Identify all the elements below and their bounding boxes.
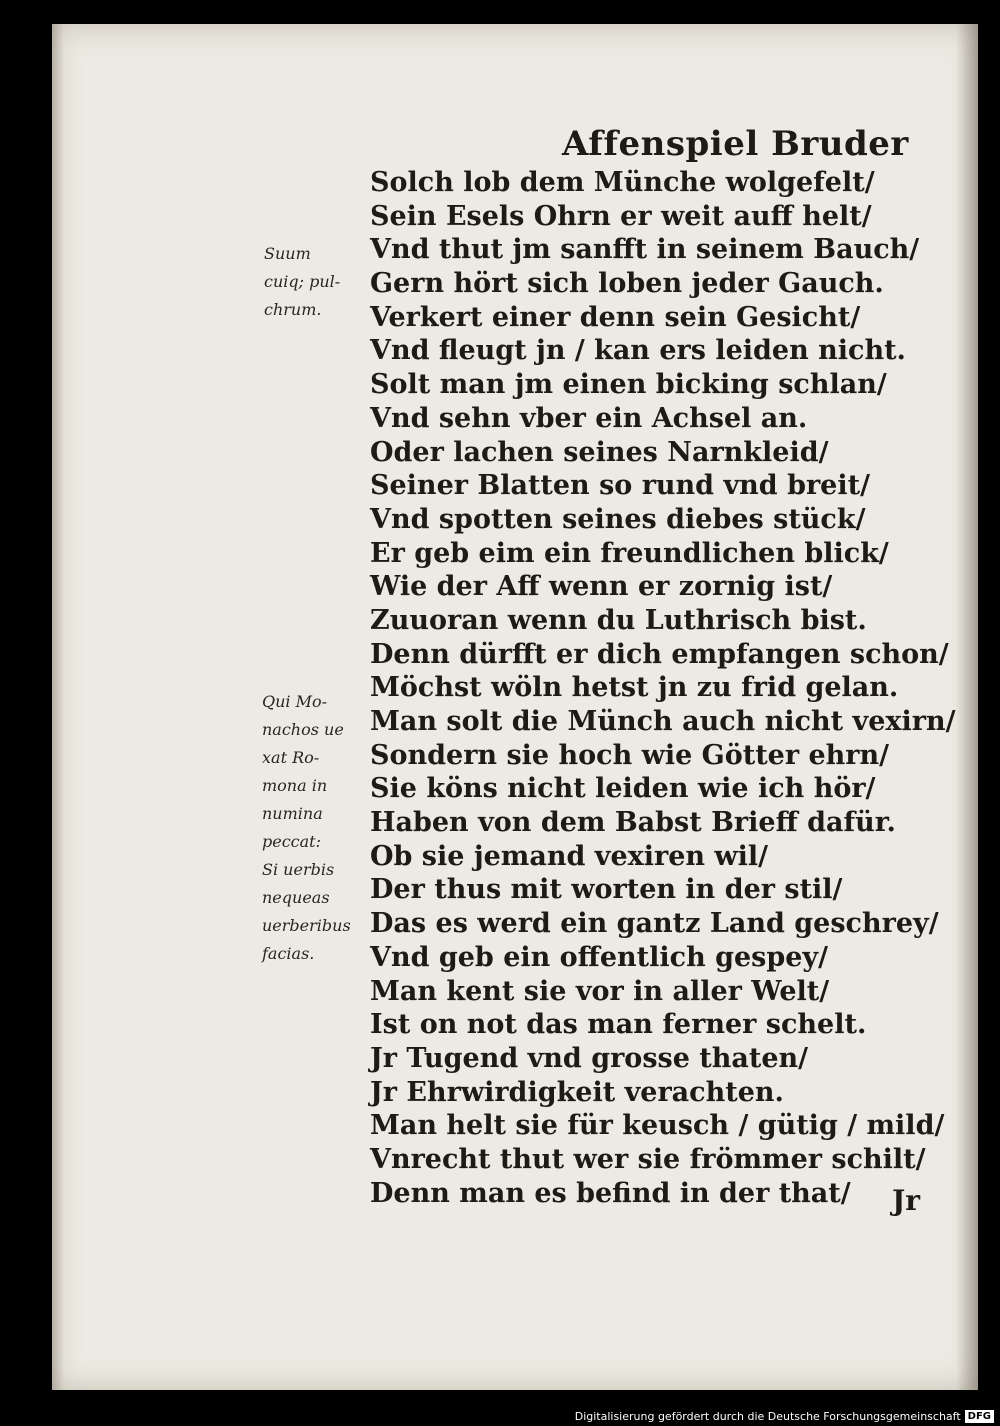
verse-line: Man helt sie für keusch / gütig / mild/ [370, 1110, 945, 1142]
verse-line: Sondern sie hoch wie Götter ehrn/ [370, 739, 890, 771]
funding-footer [575, 1410, 994, 1423]
marginal-line: numina [262, 804, 323, 823]
verse-line: Seiner Blatten so rund vnd breit/ [370, 470, 870, 502]
verse-line: Haben von dem Babst Brieff dafür. [370, 807, 896, 839]
marginal-line: peccat: [262, 832, 321, 851]
marginal-line: Si uerbis [262, 860, 335, 879]
verse-line: Wie der Aff wenn er zornig ist/ [370, 571, 833, 603]
marginal-line: xat Ro- [262, 748, 320, 767]
footer-text: Digitalisierung gefördert durch die Deutsche Forschungsgemeinschaft [574, 1410, 961, 1423]
verse-line: Vnd geb ein offentlich gespey/ [370, 941, 828, 973]
verse-line: Ist on not das man ferner schelt. [370, 1009, 867, 1041]
verse-line: Möchst wöln hetst jn zu frid gelan. [370, 672, 899, 704]
verse-line: Gern hört sich loben jeder Gauch. [370, 268, 884, 300]
verse-line: Man solt die Münch auch nicht vexirn/ [370, 706, 956, 737]
marginal-line: mona in [262, 776, 328, 795]
verse-line: Vnd fleugt jn / kan ers leiden nicht. [370, 335, 906, 367]
verse-line: Vnrecht thut wer sie frömmer schilt/ [370, 1143, 926, 1175]
verse-line: Das es werd ein gantz Land geschrey/ [370, 908, 939, 940]
marginal-line: Suum [264, 244, 311, 263]
verse-line: Vnd thut jm sanfft in seinem Bauch/ [370, 234, 920, 266]
marginal-line: cuiq; pul- [264, 272, 341, 291]
verse-line: Jr Ehrwirdigkeit verachten. [370, 1076, 784, 1108]
verse-line: Vnd spotten seines diebes stück/ [370, 503, 866, 535]
verse-line: Solch lob dem Münche wolgefelt/ [370, 167, 875, 198]
dfg-logo-badge: DFG [965, 1410, 994, 1423]
verse-line: Oder lachen seines Narnkleid/ [370, 436, 829, 468]
marginal-line: uerberibus [262, 916, 351, 935]
running-header: Affenspiel Bruder [562, 124, 909, 164]
verse-line: Der thus mit worten in der stil/ [370, 874, 843, 906]
verse-line: Jr Tugend vnd grosse thaten/ [370, 1042, 809, 1074]
marginal-line: nequeas [262, 888, 330, 907]
verse-line: Zuuoran wenn du Luthrisch bist. [370, 604, 867, 636]
marginal-line: Qui Mo- [262, 692, 328, 711]
verse-line: Er geb eim ein freundlichen blick/ [370, 537, 889, 569]
verse-line: Man kent sie vor in aller Welt/ [370, 975, 830, 1007]
marginal-note-2 [262, 688, 351, 968]
verse-line: Ob sie jemand vexiren wil/ [370, 840, 769, 872]
catchword: Jr [892, 1184, 920, 1217]
marginal-line: facias. [262, 944, 315, 963]
verse-line: Vnd sehn vber ein Achsel an. [370, 402, 808, 434]
verse-text [370, 166, 955, 1210]
verse-line: Denn man es befind in der that/ [370, 1177, 851, 1209]
book-page [52, 24, 978, 1390]
marginal-line: chrum. [264, 300, 322, 319]
verse-line: Denn dürfft er dich empfangen schon/ [370, 638, 949, 670]
verse-line: Sein Esels Ohrn er weit auff helt/ [370, 200, 872, 232]
marginal-note-1 [264, 240, 340, 324]
marginal-line: nachos ue [262, 720, 344, 739]
verse-line: Sie köns nicht leiden wie ich hör/ [370, 773, 876, 805]
verse-line: Solt man jm einen bicking schlan/ [370, 369, 887, 401]
verse-line: Verkert einer denn sein Gesicht/ [370, 301, 861, 333]
